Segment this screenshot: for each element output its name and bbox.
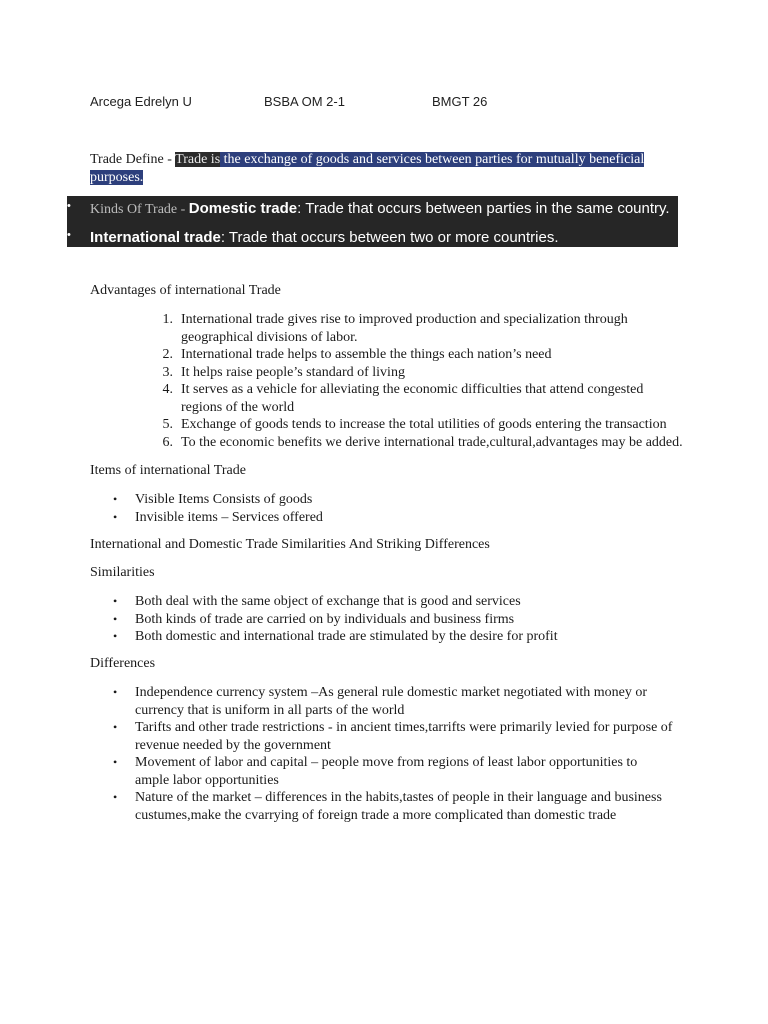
trade-define-highlight-dark: Trade is	[175, 152, 221, 167]
differences-heading: Differences	[90, 656, 156, 671]
kinds-line-international	[67, 229, 559, 246]
bullet-icon: •	[113, 685, 118, 699]
bullet-icon: •	[113, 492, 118, 506]
list-item: • Visible Items Consists of goods	[113, 492, 313, 507]
bullet-icon: •	[113, 790, 118, 804]
kinds-of-trade-block	[67, 196, 678, 247]
advantages-heading: Advantages of international Trade	[90, 283, 281, 298]
bullet-icon: •	[113, 720, 118, 734]
course-code: BMGT 26	[432, 94, 488, 109]
items-list	[113, 491, 673, 526]
trade-define-label: Trade Define -	[90, 152, 176, 167]
bullet-icon: •	[113, 755, 118, 769]
list-item: 2. International trade helps to assemble the things each nation’s need	[162, 347, 552, 362]
advantages-list	[155, 311, 685, 451]
bullet-icon: •	[113, 509, 118, 524]
kinds-label: Kinds Of Trade -	[90, 202, 189, 217]
student-section: BSBA OM 2-1	[264, 94, 345, 109]
list-item: • Nature of the market – differences in the habits,tastes of people in their language and business custumes,make the cvarrying of foreign trade a more complicated than domestic trade	[113, 790, 662, 823]
bullet-icon: •	[67, 200, 71, 212]
similarities-heading: Similarities	[90, 565, 155, 580]
list-item: 3. It helps raise people’s standard of living	[162, 364, 405, 380]
list-item: • Independence currency system –As general rule domestic market negotiated with money or currency that is uniform in all parts of the world	[113, 685, 647, 718]
student-name: Arcega Edrelyn U	[90, 94, 192, 109]
list-item: 5. Exchange of goods tends to increase the total utilities of goods entering the transaction	[162, 417, 667, 432]
bullet-icon: •	[113, 594, 118, 608]
similarities-list	[113, 593, 673, 646]
list-item: 4. It serves as a vehicle for alleviating the economic difficulties that attend congested regions of the world	[162, 382, 644, 415]
list-item: • Tarifts and other trade restrictions - in ancient times,tarrifts were primarily levied for purpose of revenue needed by the government	[113, 720, 673, 753]
bullet-icon: •	[113, 629, 118, 643]
list-item: 6. To the economic benefits we derive international trade,cultural,advantages may be added.	[162, 434, 683, 450]
comparison-heading: International and Domestic Trade Similarities And Striking Differences	[90, 537, 490, 552]
list-item: • Both kinds of trade are carried on by individuals and business firms	[113, 611, 515, 627]
international-trade-desc: : Trade that occurs between two or more countries.	[220, 229, 559, 246]
trade-define-highlight-blue: the exchange of goods and services between parties for mutually beneficial purposes.	[90, 152, 645, 185]
list-item: • Both deal with the same object of exchange that is good and services	[113, 594, 521, 609]
bullet-icon: •	[113, 611, 118, 626]
items-heading: Items of international Trade	[90, 463, 246, 478]
domestic-trade-desc: : Trade that occurs between parties in the same country.	[297, 200, 670, 217]
trade-definition	[90, 151, 650, 187]
differences-list	[113, 684, 673, 824]
list-item: • Movement of labor and capital – people move from regions of least labor opportunities to ample labor opportunities	[113, 755, 638, 788]
international-trade-term: International trade	[90, 229, 221, 246]
bullet-icon: •	[67, 229, 71, 241]
domestic-trade-term: Domestic trade	[188, 200, 298, 217]
list-item: • Invisible items – Services offered	[113, 509, 323, 525]
list-item: 1. International trade gives rise to improved production and specialization through geographical divisions of labor.	[162, 312, 628, 345]
list-item: • Both domestic and international trade are stimulated by the desire for profit	[113, 629, 558, 644]
kinds-line-domestic	[67, 200, 670, 218]
